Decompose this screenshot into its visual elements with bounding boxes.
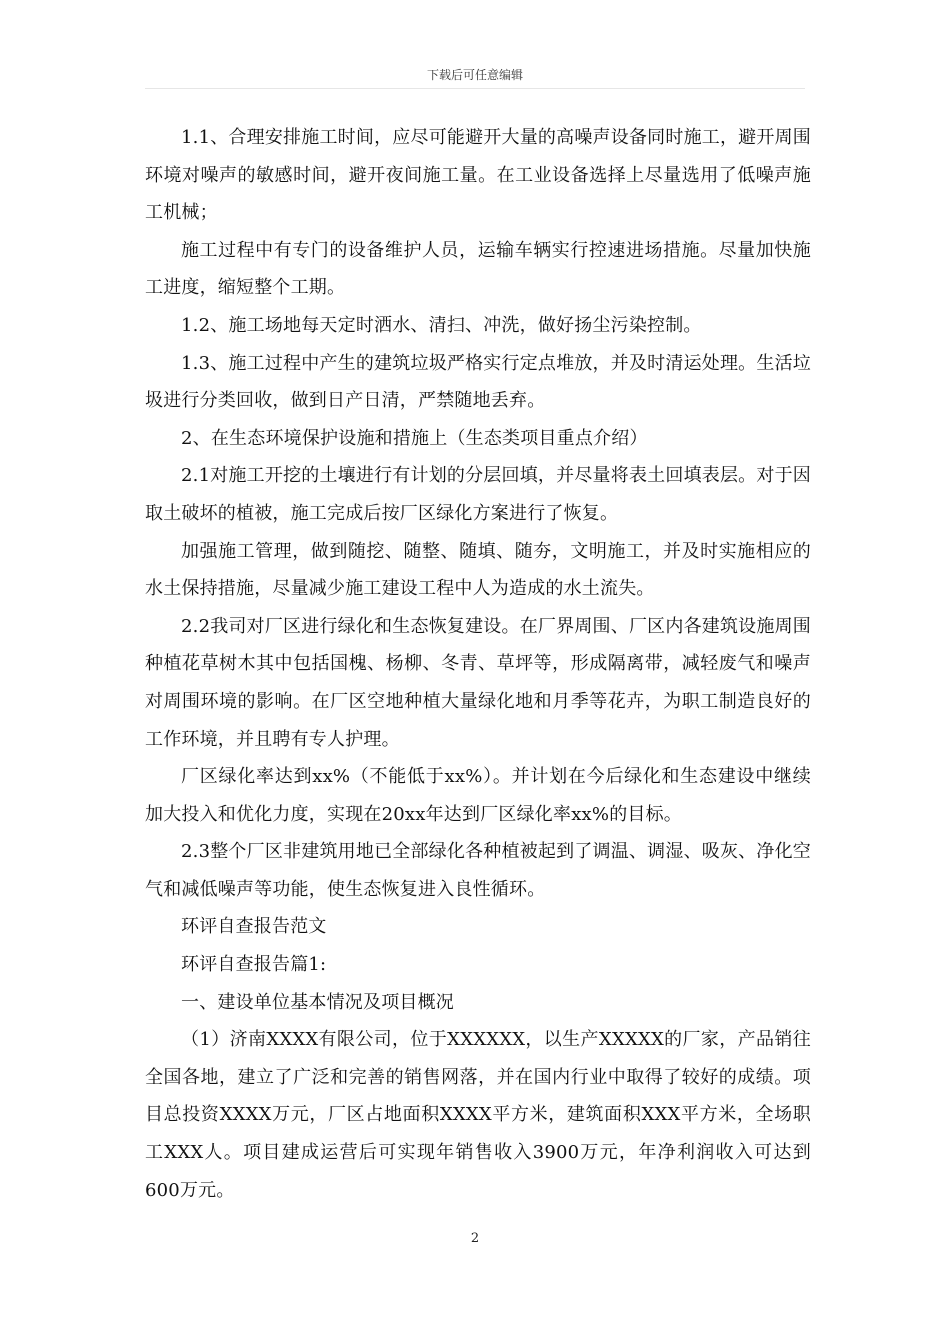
paragraph: 1.3、施工过程中产生的建筑垃圾严格实行定点堆放，并及时清运处理。生活垃圾进行分类回收，做到日产日清，严禁随地丢弃。 xyxy=(145,352,811,412)
paragraph: 厂区绿化率达到xx%（不能低于xx%）。并计划在今后绿化和生态建设中继续加大投入和优化力度，实现在20xx年达到厂区绿化率xx%的目标。 xyxy=(145,766,811,825)
paragraph: 2.1对施工开挖的土壤进行有计划的分层回填，并尽量将表土回填表层。对于因取土破坏的植被，施工完成后按厂区绿化方案进行了恢复。 xyxy=(145,465,811,524)
document-title: 环评自查报告范文 xyxy=(181,916,327,938)
section-heading: 一、建设单位基本情况及项目概况 xyxy=(181,991,454,1013)
paragraph: （1）济南XXXX有限公司，位于XXXXXX，以生产XXXXX的厂家，产品销往全国各地，建立了广泛和完善的销售网落，并在国内行业中取得了较好的成绩。项目总投资XXXX万元，厂区占地面积XXXX平方米，建筑面积XXX平方米，全场职工XXX人。项目建成运营后可实现年销售收入3900万元，年净利润收入可达到600万元。 xyxy=(145,1029,811,1201)
page-header: 下载后可任意编辑 xyxy=(426,68,523,82)
header-divider xyxy=(145,88,805,89)
article-title: 环评自查报告篇1: xyxy=(181,954,327,976)
document-body xyxy=(145,119,811,1209)
paragraph: 1.2、施工场地每天定时洒水、清扫、冲洗，做好扬尘污染控制。 xyxy=(181,314,702,336)
paragraph: 2.3整个厂区非建筑用地已全部绿化各种植被起到了调温、调湿、吸灰、净化空气和减低噪声等功能，使生态恢复进入良性循环。 xyxy=(145,841,811,900)
page-number: 2 xyxy=(470,1231,480,1246)
paragraph: 施工过程中有专门的设备维护人员，运输车辆实行控速进场措施。尽量加快施工进度，缩短整个工期。 xyxy=(145,239,811,299)
section-heading: 2、在生态环境保护设施和措施上（生态类项目重点介绍） xyxy=(181,427,648,449)
paragraph: 2.2我司对厂区进行绿化和生态恢复建设。在厂界周围、厂区内各建筑设施周围种植花草树木其中包括国槐、杨柳、冬青、草坪等，形成隔离带，减轻废气和噪声对周围环境的影响。在厂区空地种植大量绿化地和月季等花卉，为职工制造良好的工作环境，并且聘有专人护理。 xyxy=(145,615,811,750)
paragraph: 1.1、合理安排施工时间，应尽可能避开大量的高噪声设备同时施工，避开周围环境对噪声的敏感时间，避开夜间施工量。在工业设备选择上尽量选用了低噪声施工机械； xyxy=(145,127,811,224)
paragraph: 加强施工管理，做到随挖、随整、随填、随夯，文明施工，并及时实施相应的水土保持措施，尽量减少施工建设工程中人为造成的水土流失。 xyxy=(145,540,811,600)
